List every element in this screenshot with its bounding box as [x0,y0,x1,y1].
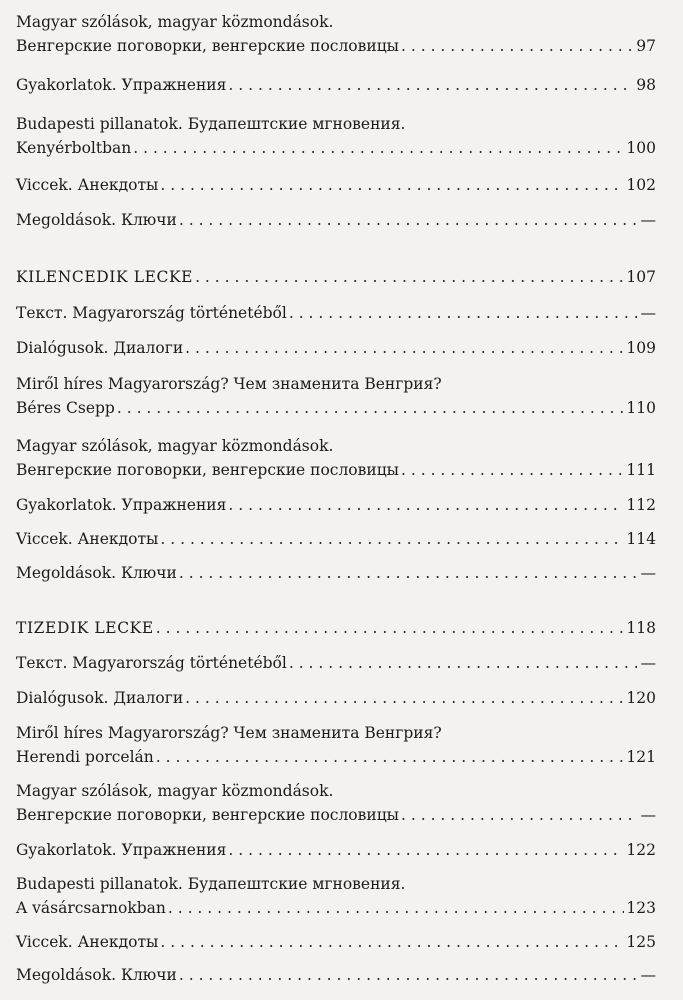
dot-leader [133,136,624,160]
dot-leader [156,745,625,769]
lesson-heading[interactable] [16,616,656,640]
dot-leader [185,686,624,710]
page-number: 107 [626,268,656,286]
dot-leader [160,930,624,954]
entry-subtitle: Венгерские поговорки, венгерские пословицы [16,37,400,55]
toc-entry[interactable] [16,872,656,920]
dot-leader [289,301,639,325]
page-number: 125 [626,933,656,951]
entry-subtitle: Béres Csepp [16,399,115,417]
toc-entry[interactable] [16,372,656,420]
dot-leader [179,963,639,987]
dot-leader [401,458,624,482]
dot-leader [179,561,639,585]
entry-title: Gyakorlatok. Упражнения [16,76,227,94]
entry-subtitle: Венгерские поговорки, венгерские пословицы [16,461,400,479]
toc-entry[interactable] [16,173,656,197]
page-number: — [640,304,656,322]
toc-entry[interactable] [16,686,656,710]
dot-leader [179,208,639,232]
dot-leader [117,396,625,420]
entry-title: Budapesti pillanatok. Будапештские мгновения. [16,875,406,893]
toc-entry[interactable] [16,336,656,360]
page-number: 109 [626,339,656,357]
page-number: 121 [626,748,656,766]
dot-leader [228,73,634,97]
entry-title: Текст. Magyarország történetéből [16,304,287,322]
toc-entry[interactable] [16,838,656,862]
page-number: 123 [626,899,656,917]
entry-title: Magyar szólások, magyar közmondások. [16,13,334,31]
dot-leader [228,493,624,517]
dot-leader [168,896,625,920]
entry-title: Magyar szólások, magyar közmondások. [16,437,334,455]
page-number: — [640,806,656,824]
entry-title: Miről híres Magyarország? Чем знаменита Венгрия? [16,724,442,742]
dot-leader [228,838,624,862]
entry-subtitle: A vásárcsarnokban [16,899,166,917]
page-number: 97 [636,37,656,55]
entry-title: Miről híres Magyarország? Чем знаменита Венгрия? [16,375,442,393]
toc-entry[interactable] [16,112,656,160]
entry-title: Viccek. Анекдоты [16,530,159,548]
page-number: — [640,654,656,672]
toc-entry[interactable] [16,561,656,585]
entry-title: Budapesti pillanatok. Будапештские мгновения. [16,115,406,133]
dot-leader [289,651,639,675]
page-number: 111 [626,461,656,479]
entry-title: Viccek. Анекдоты [16,933,159,951]
entry-subtitle: Венгерские поговорки, венгерские пословицы [16,806,400,824]
entry-title: Viccek. Анекдоты [16,176,159,194]
page-number: 120 [626,689,656,707]
page-number: 102 [626,176,656,194]
page-number: — [640,211,656,229]
entry-title: Dialógusok. Диалоги [16,339,184,357]
toc-entry[interactable] [16,527,656,551]
toc-entry[interactable] [16,208,656,232]
lesson-heading[interactable] [16,265,656,289]
entry-title: Текст. Magyarország történetéből [16,654,287,672]
toc-entry[interactable] [16,301,656,325]
toc-entry[interactable] [16,963,656,987]
dot-leader [401,34,634,58]
toc-entry[interactable] [16,73,656,97]
page-number: — [640,966,656,984]
page-number: 112 [626,496,656,514]
toc-entry[interactable] [16,930,656,954]
lesson-title: KILENCEDIK LECKE [16,268,194,286]
entry-subtitle: Herendi porcelán [16,748,154,766]
dot-leader [156,616,625,640]
toc-entry[interactable] [16,493,656,517]
dot-leader [195,265,624,289]
page-number: — [640,564,656,582]
page-number: 114 [626,530,656,548]
entry-title: Magyar szólások, magyar közmondások. [16,782,334,800]
dot-leader [185,336,624,360]
entry-title: Megoldások. Ключи [16,966,177,984]
page-number: 100 [626,139,656,157]
entry-subtitle: Kenyérboltban [16,139,132,157]
toc-page [16,10,656,1000]
toc-entry[interactable] [16,721,656,769]
page-number: 110 [626,399,656,417]
toc-entry[interactable] [16,10,656,58]
dot-leader [401,803,638,827]
entry-title: Gyakorlatok. Упражнения [16,841,227,859]
entry-title: Megoldások. Ключи [16,564,177,582]
entry-title: Gyakorlatok. Упражнения [16,496,227,514]
lesson-title: TIZEDIK LECKE [16,619,154,637]
page-number: 122 [626,841,656,859]
dot-leader [160,173,624,197]
toc-entry[interactable] [16,651,656,675]
page-number: 118 [626,619,656,637]
dot-leader [160,527,624,551]
entry-title: Megoldások. Ключи [16,211,177,229]
page-number: 98 [636,76,656,94]
entry-title: Dialógusok. Диалоги [16,689,184,707]
toc-entry[interactable] [16,779,656,827]
toc-entry[interactable] [16,434,656,482]
